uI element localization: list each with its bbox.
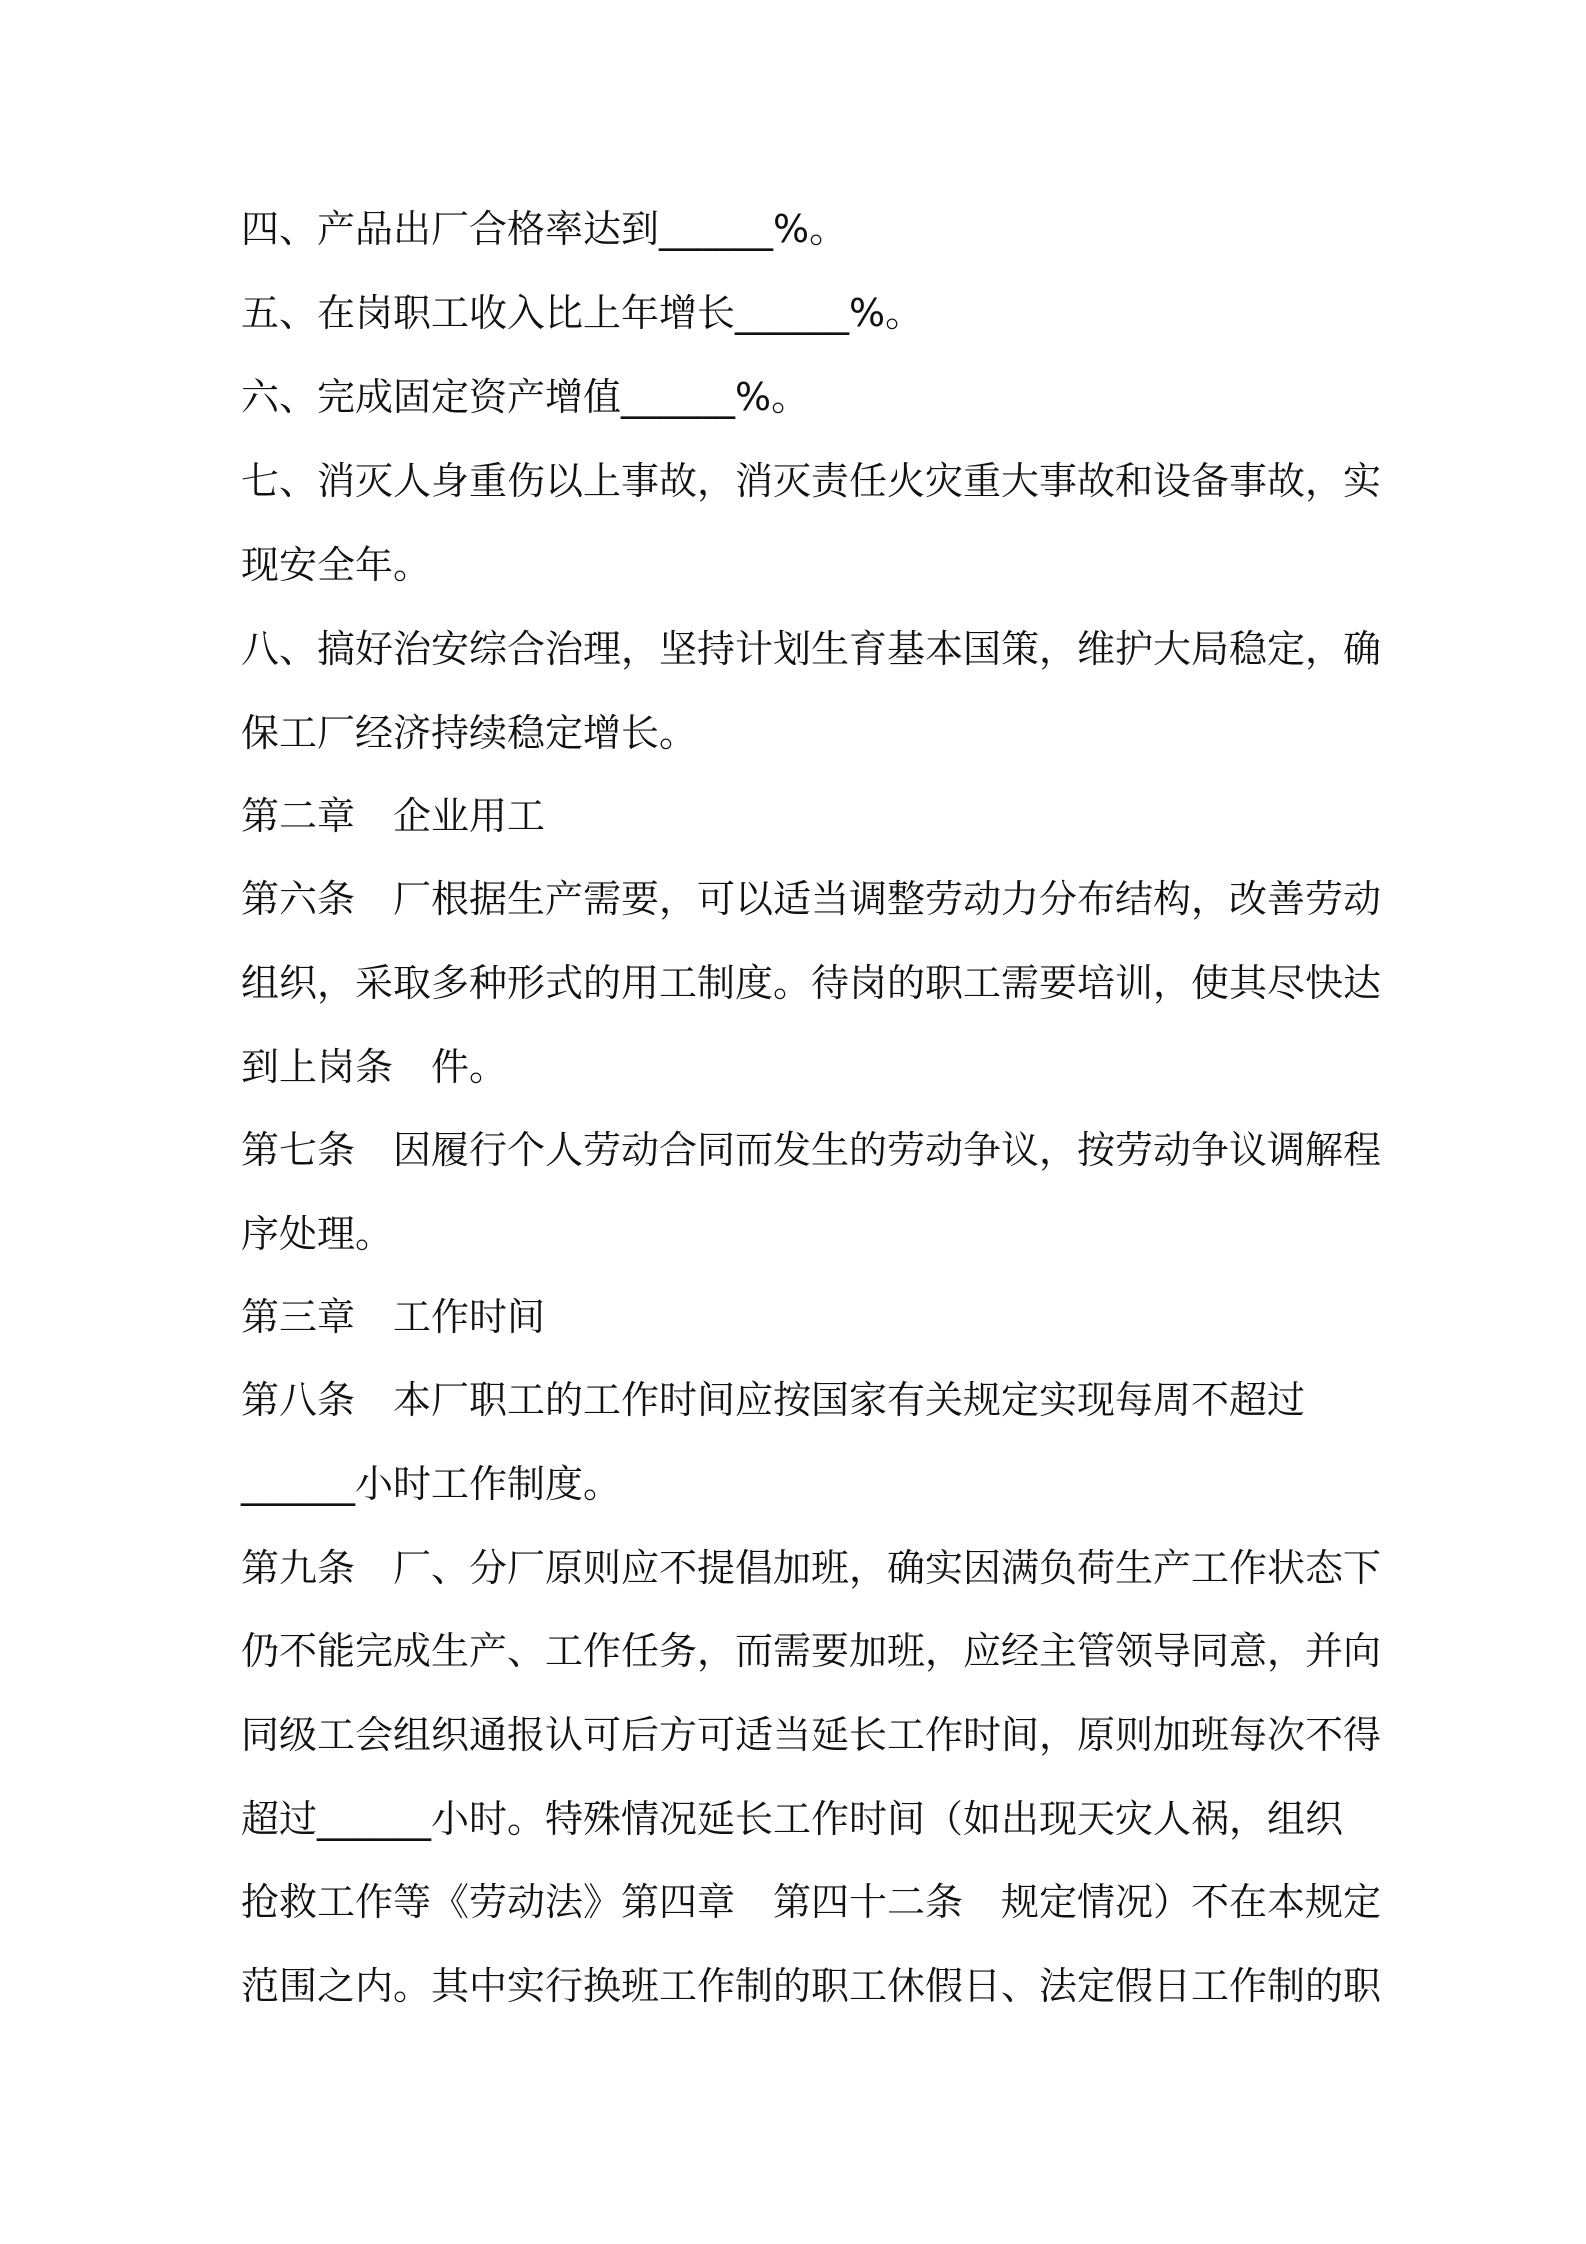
text-line-20: 超过______小时。特殊情况延长工作时间（如出现天灾人祸，组织: [241, 1797, 1344, 1841]
text-line-10: 组织，采取多种形式的用工制度。待岗的职工需要培训，使其尽快达: [241, 961, 1382, 1005]
text-line-15: 第八条 本厂职工的工作时间应按国家有关规定实现每周不超过: [241, 1378, 1306, 1422]
chapter-heading-3: 第三章 工作时间: [241, 1295, 546, 1339]
text-line-19: 同级工会组织通报认可后方可适当延长工作时间，原则加班每次不得: [241, 1713, 1382, 1757]
text-line-7: 保工厂经济持续稳定增长。: [241, 711, 698, 755]
text-line-16: ______小时工作制度。: [241, 1462, 622, 1506]
text-line-11: 到上岗条 件。: [241, 1045, 508, 1089]
chapter-heading-2: 第二章 企业用工: [241, 794, 546, 838]
text-line-12: 第七条 因履行个人劳动合同而发生的劳动争议，按劳动争议调解程: [241, 1128, 1382, 1172]
text-line-13: 序处理。: [241, 1212, 394, 1256]
text-line-22: 范围之内。其中实行换班工作制的职工休假日、法定假日工作制的职: [241, 1964, 1382, 2008]
text-line-2: 五、在岗职工收入比上年增长______%。: [241, 291, 924, 335]
text-line-17: 第九条 厂、分厂原则应不提倡加班，确实因满负荷生产工作状态下: [241, 1546, 1382, 1590]
text-line-6: 八、搞好治安综合治理，坚持计划生育基本国策，维护大局稳定，确: [241, 627, 1382, 671]
text-line-3: 六、完成固定资产增值______%。: [241, 375, 810, 419]
text-line-21: 抢救工作等《劳动法》第四章 第四十二条 规定情况）不在本规定: [241, 1880, 1382, 1924]
text-line-1: 四、产品出厂合格率达到______%。: [241, 207, 848, 251]
text-line-9: 第六条 厂根据生产需要，可以适当调整劳动力分布结构，改善劳动: [241, 877, 1382, 921]
text-line-5: 现安全年。: [241, 543, 432, 587]
text-line-4: 七、消灭人身重伤以上事故，消灭责任火灾重大事故和设备事故，实: [241, 459, 1382, 503]
text-line-18: 仍不能完成生产、工作任务，而需要加班，应经主管领导同意，并向: [241, 1629, 1382, 1673]
